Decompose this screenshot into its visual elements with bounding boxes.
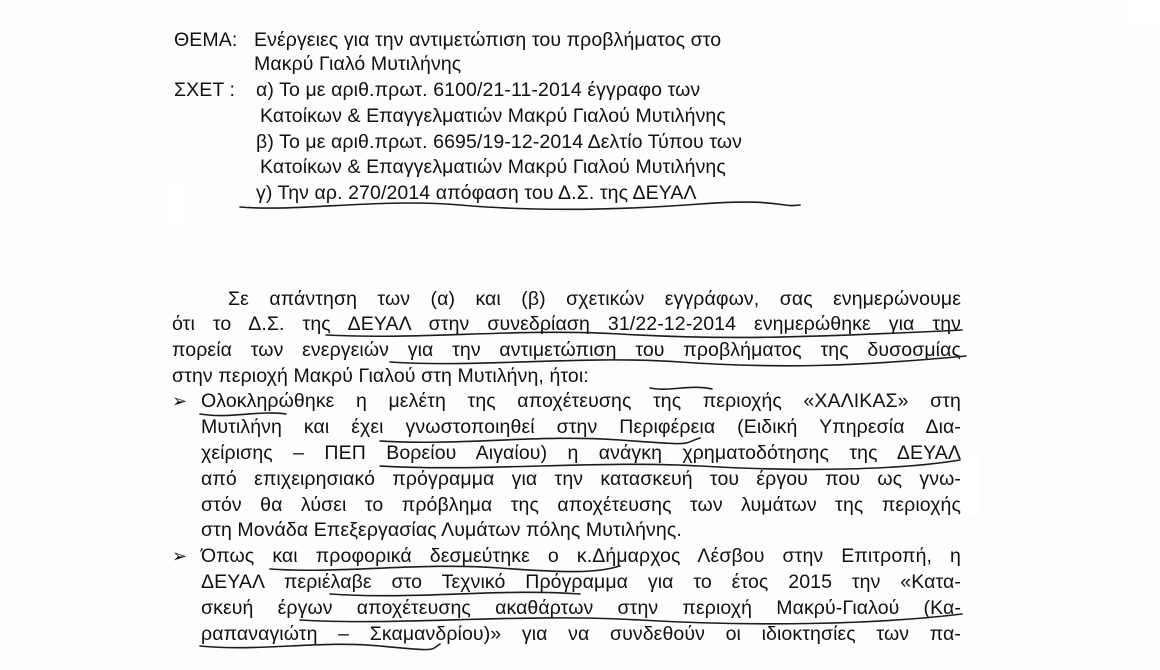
reference-b-line-1: β) Το με αριθ.πρωτ. 6695/19-12-2014 Δελτίο Τύπου των — [256, 131, 743, 153]
scan-smudge — [962, 455, 980, 515]
bullet-2-line-4: ραπαναγιώτη – Σκαμανδρίου)» για να συνδεθούν οι ιδιοκτησίες των πα- — [201, 623, 961, 645]
intro-line-3: πορεία των ενεργειών για την αντιμετώπιση του προβλήματος της δυσοσμίας — [172, 339, 961, 361]
subject-line-1: Ενέργειες για την αντιμετώπιση του προβλήματος στο — [254, 29, 722, 51]
bullet-1-line-3: χείρισης – ΠΕΠ Βορείου Αιγαίου) η ανάγκη χρηματοδότησης της ΔΕΥΑΛ — [201, 442, 961, 464]
reference-a-line-1: α) Το με αριθ.πρωτ. 6100/21-11-2014 έγγραφο των — [256, 79, 701, 101]
bullet-1-line-1: Ολοκληρώθηκε η μελέτη της αποχέτευσης της περιοχής «ΧΑΛΙΚΑΣ» στη — [201, 390, 961, 412]
bullet-1-line-6: στη Μονάδα Επεξεργασίας Λυμάτων πόλης Μυτιλήνης. — [201, 519, 682, 541]
bullet-1-line-2: Μυτιλήνη και έχει γνωστοποιηθεί στην Περιφέρεια (Ειδική Υπηρεσία Δια- — [201, 416, 961, 438]
reference-a-line-2: Κατοίκων & Επαγγελματιών Μακρύ Γιαλού Μυτιλήνης — [260, 105, 726, 127]
bullet-arrow-icon: ➢ — [172, 391, 188, 411]
subject-line-2: Μακρύ Γιαλό Μυτιλήνης — [254, 53, 462, 75]
reference-b-line-2: Κατοίκων & Επαγγελματιών Μακρύ Γιαλού Μυτιλήνης — [260, 156, 726, 178]
scan-smudge — [1128, 0, 1160, 26]
subject-label: ΘΕΜΑ: — [174, 29, 238, 51]
intro-line-2: ότι το Δ.Σ. της ΔΕΥΑΛ στην συνεδρίαση 31/22-12-2014 ενημερώθηκε για την — [172, 313, 961, 335]
references-label: ΣΧΕΤ : — [174, 79, 236, 101]
scan-smudge — [168, 186, 184, 224]
bullet-1-line-4: από επιχειρησιακό πρόγραμμα για την κατασκευή του έργου που ως γνω- — [201, 468, 961, 490]
intro-line-1: Σε απάντηση των (α) και (β) σχετικών εγγράφων, σας ενημερώνουμε — [228, 288, 961, 310]
intro-line-4: στην περιοχή Μακρύ Γιαλού στη Μυτιλήνη, ήτοι: — [172, 365, 589, 387]
reference-c-line-1: γ) Την αρ. 270/2014 απόφαση του Δ.Σ. της ΔΕΥΑΛ — [256, 182, 697, 204]
bullet-1-line-5: στόν θα λύσει το πρόβλημα της αποχέτευσης των λυμάτων της περιοχής — [201, 494, 961, 516]
bullet-2-line-1: Όπως και προφορικά δεσμεύτηκε ο κ.Δήμαρχος Λέσβου στην Επιτροπή, η — [201, 545, 961, 567]
bullet-2-line-3: σκευή έργων αποχέτευσης ακαθάρτων στην περιοχή Μακρύ-Γιαλού (Κα- — [201, 597, 961, 619]
bullet-2-line-2: ΔΕΥΑΛ περιέλαβε στο Τεχνικό Πρόγραμμα για το έτος 2015 την «Κατα- — [201, 571, 961, 593]
bullet-arrow-icon: ➢ — [172, 546, 188, 566]
